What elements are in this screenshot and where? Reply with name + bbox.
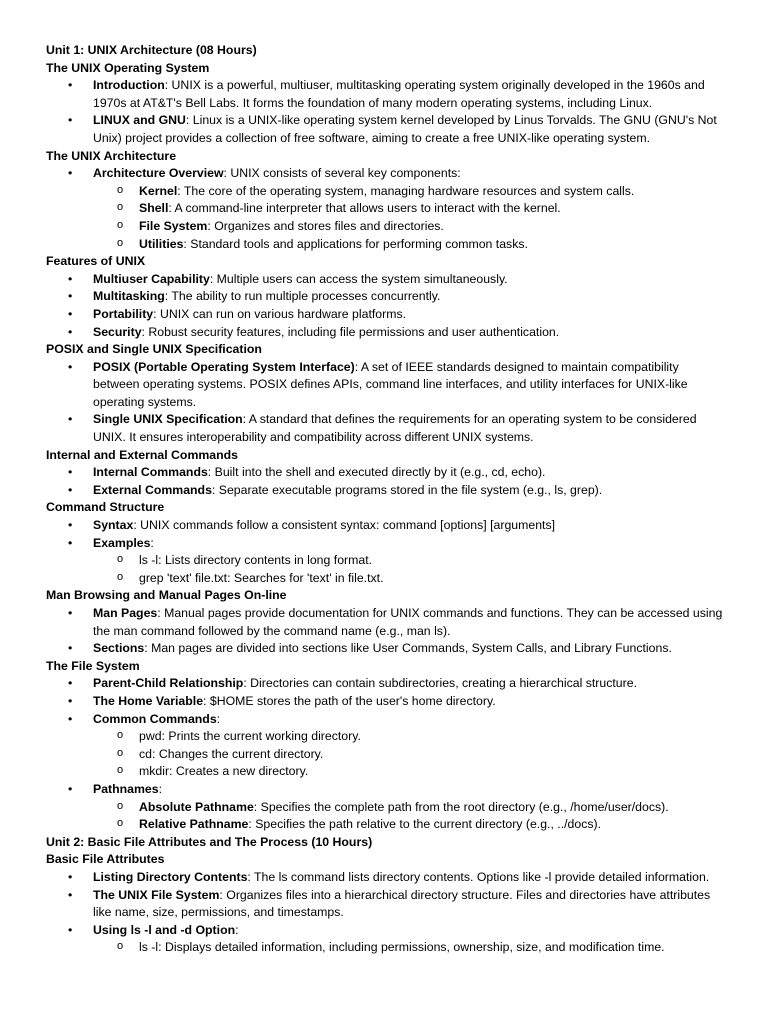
sub-list-item: o grep 'text' file.txt: Searches for 'text' in file.txt. [93,570,726,588]
list-item: • Examples: o ls -l: Lists directory contents in long format. o grep 'text' file.txt: Searches for 'text' in file.txt. [46,535,726,588]
list-file-system [46,675,726,833]
list-command-structure [46,517,726,587]
list-posix [46,359,726,447]
sub-list-item: o cd: Changes the current directory. [93,746,726,764]
sub-list-item: o Utilities: Standard tools and applications for performing common tasks. [93,236,726,254]
heading-basic-file-attributes: Basic File Attributes [46,852,165,867]
list-item: • Parent-Child Relationship: Directories can contain subdirectories, creating a hierarchical structure. [46,675,726,693]
list-item: • Architecture Overview: UNIX consists of several key components: o Kernel: The core of the operating system, managing hardware resources and system calls. o Shell: A command-line interpreter that allows users to interact with the kernel. o File System: Organizes and stores files and directories. o Utilities: Standard tools and applications for performing common tasks. [46,165,726,253]
heading-command-structure: Command Structure [46,500,165,515]
sub-list-item: o File System: Organizes and stores files and directories. [93,218,726,236]
sublist-components [93,183,726,253]
list-man-pages [46,605,726,658]
heading-man-pages: Man Browsing and Manual Pages On-line [46,588,287,603]
list-commands [46,464,726,499]
list-item: • Multitasking: The ability to run multiple processes concurrently. [46,288,726,306]
document-page [46,42,726,957]
list-features [46,271,726,341]
sub-list-item: o Absolute Pathname: Specifies the complete path from the root directory (e.g., /home/user/docs). [93,799,726,817]
list-item: • The Home Variable: $HOME stores the path of the user's home directory. [46,693,726,711]
sublist-examples [93,552,726,587]
heading-unix-architecture: The UNIX Architecture [46,148,177,163]
list-item: • External Commands: Separate executable programs stored in the file system (e.g., ls, grep). [46,482,726,500]
list-item: • Internal Commands: Built into the shell and executed directly by it (e.g., cd, echo). [46,464,726,482]
list-item: • The UNIX File System: Organizes files into a hierarchical directory structure. Files and directories have attributes like name, size, permissions, and timestamps. [46,887,726,922]
list-item: • Man Pages: Manual pages provide documentation for UNIX commands and functions. They can be accessed using the man command followed by the command name (e.g., man ls). [46,605,726,640]
sub-list-item: o Shell: A command-line interpreter that allows users to interact with the kernel. [93,200,726,218]
list-item: • Portability: UNIX can run on various hardware platforms. [46,306,726,324]
heading-commands: Internal and External Commands [46,447,239,462]
list-architecture [46,165,726,253]
sub-list-item: o mkdir: Creates a new directory. [93,763,726,781]
sub-list-item: o Kernel: The core of the operating system, managing hardware resources and system calls. [93,183,726,201]
heading-file-system: The File System [46,658,140,673]
list-item: • Listing Directory Contents: The ls command lists directory contents. Options like -l provide detailed information. [46,869,726,887]
unit1-title: Unit 1: UNIX Architecture (08 Hours) [46,43,257,57]
sub-list-item: o Relative Pathname: Specifies the path relative to the current directory (e.g., ../docs). [93,816,726,834]
list-item: • Sections: Man pages are divided into sections like User Commands, System Calls, and Library Functions. [46,640,726,658]
list-unix-os [46,77,726,147]
list-item: • Syntax: UNIX commands follow a consistent syntax: command [options] [arguments] [46,517,726,535]
list-item: • Using ls -l and -d Option: o ls -l: Displays detailed information, including permissions, ownership, size, and modification time. [46,922,726,957]
sub-list-item: o ls -l: Displays detailed information, including permissions, ownership, size, and modification time. [93,939,726,957]
sub-list-item: o ls -l: Lists directory contents in long format. [93,552,726,570]
list-item: • Security: Robust security features, including file permissions and user authentication. [46,324,726,342]
sublist-ls-options [93,939,726,957]
heading-features: Features of UNIX [46,254,146,269]
list-item: • Introduction: UNIX is a powerful, multiuser, multitasking operating system originally developed in the 1960s and 1970s at AT&T's Bell Labs. It forms the foundation of many modern operating systems, including Linux. [46,77,726,112]
list-item: • LINUX and GNU: Linux is a UNIX-like operating system kernel developed by Linus Torvalds. The GNU (GNU's Not Unix) project provides a collection of free software, aiming to create a free UNIX-like operating system. [46,112,726,147]
sublist-pathnames [93,799,726,834]
list-item: • Multiuser Capability: Multiple users can access the system simultaneously. [46,271,726,289]
sublist-common-commands [93,728,726,781]
unit2-title: Unit 2: Basic File Attributes and The Process (10 Hours) [46,834,373,849]
sub-list-item: o pwd: Prints the current working directory. [93,728,726,746]
list-item: • Common Commands: o pwd: Prints the current working directory. o cd: Changes the current directory. o mkdir: Creates a new directory. [46,711,726,781]
list-item: • Pathnames: o Absolute Pathname: Specifies the complete path from the root directory (e.g., /home/user/docs). o Relative Pathname: Specifies the path relative to the current directory (e.g., ../docs). [46,781,726,834]
heading-unix-os: The UNIX Operating System [46,60,210,75]
list-item: • Single UNIX Specification: A standard that defines the requirements for an operating system to be considered UNIX. It ensures interoperability and compatibility across different UNIX systems. [46,411,726,446]
list-basic-file-attributes [46,869,726,957]
list-item: • POSIX (Portable Operating System Interface): A set of IEEE standards designed to maintain compatibility between operating systems. POSIX defines APIs, command line interfaces, and utility interfaces for UNIX-like operating systems. [46,359,726,412]
heading-posix: POSIX and Single UNIX Specification [46,342,262,357]
